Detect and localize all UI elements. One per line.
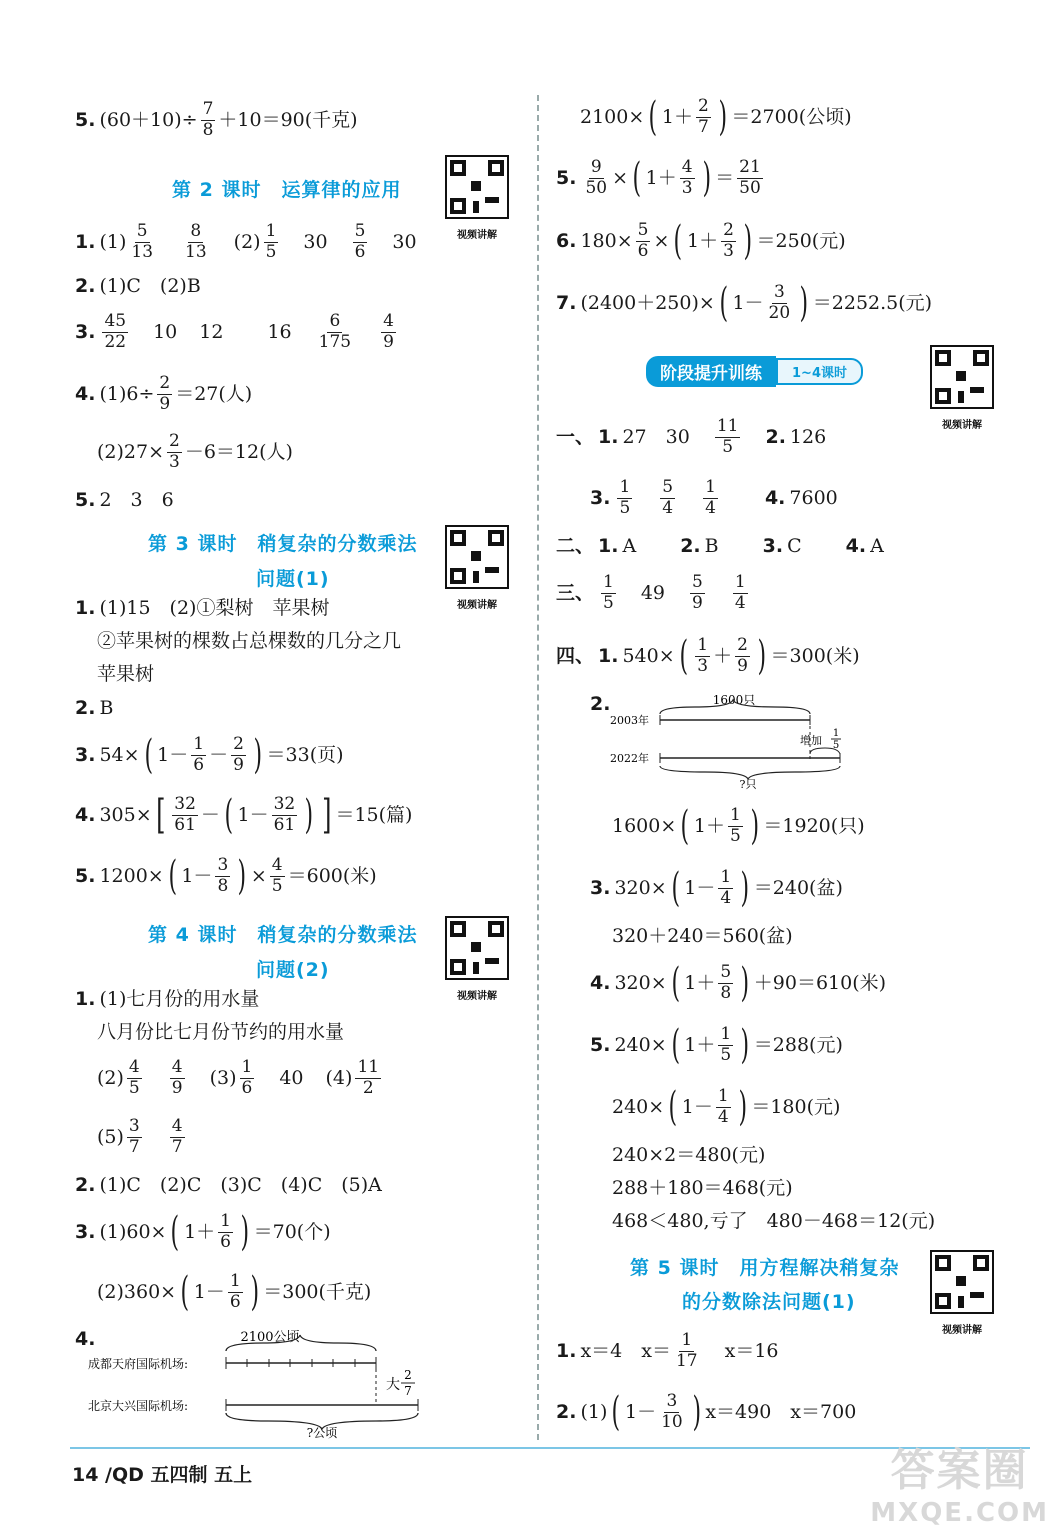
- svg-text:2: 2: [404, 1368, 412, 1382]
- fraction: $\frac{1}{6}$: [241, 1057, 253, 1098]
- answer-line: 4. 305× [ $\frac{32}{61}$ － ( 1－ $\frac{32}{61}$ ) ] ＝15(篇): [75, 792, 413, 839]
- diagram-label: 2100公顷: [240, 1330, 300, 1345]
- answer-line: 八月份比七月份节约的用水量: [97, 1021, 345, 1043]
- qr-label: 视频讲解: [457, 600, 497, 611]
- answer-line: 4. 320× ( 1＋ $\frac{5}{8}$ ) ＋90＝610(米): [590, 960, 887, 1007]
- answer-line: 1. (1)15 (2)①梨树 苹果树: [75, 597, 330, 619]
- answer-line: 2. (1)C (2)C (3)C (4)C (5)A: [75, 1174, 382, 1196]
- diagram-label: 成都天府国际机场:: [88, 1357, 189, 1371]
- lesson-title: 第 4 课时 稍复杂的分数乘法: [148, 924, 418, 946]
- answer-line: 1600× ( 1＋ $\frac{1}{5}$ ) ＝1920(只): [612, 803, 865, 850]
- fraction: $\frac{5}{6}$: [637, 220, 649, 261]
- answer-line: 二、 1. A 2. B 3. C 4. A: [556, 535, 884, 557]
- answer-line: 240× ( 1－ $\frac{1}{4}$ ) ＝180(元): [612, 1084, 841, 1131]
- answer-line: 5. 2 3 6: [75, 489, 174, 511]
- answer-line: (5) $\frac{3}{7}$ $\frac{4}{7}$: [97, 1116, 183, 1157]
- diagram-label: 增加: [800, 734, 822, 747]
- diagram-label: 1600只: [712, 693, 756, 707]
- fraction: $\frac{4}{9}$: [171, 1057, 183, 1098]
- qr-code[interactable]: [930, 345, 994, 409]
- fraction: $\frac{1}{4}$: [705, 477, 716, 518]
- fraction: $\frac{1}{5}$: [729, 805, 741, 846]
- fraction: $\frac{8}{13}$: [185, 221, 207, 262]
- answer-line: 3. (1)60× ( 1＋ $\frac{1}{6}$ ) ＝70(个): [75, 1209, 331, 1256]
- diagram-label: 2022年: [610, 752, 649, 765]
- fraction: $\frac{3}{20}$: [768, 282, 791, 323]
- answer-line: 3. $\frac{1}{5}$ $\frac{5}{4}$ $\frac{1}{4}$ 4. 7600: [590, 477, 838, 518]
- page-footer: 14 /QD 五四制 五上: [72, 1464, 253, 1486]
- answer-line: 7. (2400＋250)× ( 1－ $\frac{3}{20}$ ) ＝2252.5(元): [556, 280, 933, 327]
- fraction: $\frac{1}{5}$: [720, 1024, 732, 1065]
- fraction: $\frac{1}{17}$: [675, 1330, 698, 1371]
- answer-line: 2. B: [75, 697, 114, 719]
- qr-label: 视频讲解: [942, 1325, 982, 1336]
- fraction: $\frac{2}{3}$: [723, 220, 734, 261]
- answer-line: 1. (1) $\frac{5}{13}$ $\frac{8}{13}$ (2) $\frac{1}{5}$ 30 $\frac{5}{6}$ 30: [75, 221, 417, 262]
- answer-line: ②苹果树的棵数占总棵数的几分之几: [97, 630, 402, 652]
- fraction: $\frac{2}{7}$: [697, 96, 709, 137]
- answer-line: 5. 240× ( 1＋ $\frac{1}{5}$ ) ＝288(元): [590, 1022, 843, 1069]
- answer-line: 288＋180＝468(元): [612, 1177, 793, 1199]
- fraction: $\frac{1}{4}$: [720, 867, 732, 908]
- lesson-title: 的分数除法问题(1): [682, 1291, 856, 1313]
- fraction: $\frac{2}{9}$: [233, 734, 244, 775]
- answer-line: 5. (60＋10)÷ $\frac{7}{8}$ ＋10＝90(千克): [75, 99, 358, 140]
- answer-line: 1. (1)七月份的用水量: [75, 988, 260, 1010]
- svg-text:5: 5: [832, 740, 840, 751]
- fraction: $\frac{3}{7}$: [128, 1116, 140, 1157]
- fraction: $\frac{4}{5}$: [271, 855, 283, 896]
- qr-label: 视频讲解: [457, 230, 497, 241]
- fraction: $\frac{2}{9}$: [159, 373, 171, 414]
- fraction: $\frac{3}{8}$: [217, 855, 229, 896]
- fraction: $\frac{1}{3}$: [697, 635, 709, 676]
- answer-line: 240×2＝480(元): [612, 1144, 766, 1166]
- fraction: $\frac{9}{50}$: [585, 157, 608, 198]
- diagram-label: ?公顷: [306, 1426, 338, 1440]
- lesson-title: 第 3 课时 稍复杂的分数乘法: [148, 533, 418, 555]
- lesson-title: 第 5 课时 用方程解决稍复杂: [630, 1257, 900, 1279]
- stage-banner: 阶段提升训练 1~4课时: [646, 358, 863, 384]
- answer-line: 2.: [590, 693, 611, 715]
- lesson-title: 问题(2): [256, 959, 330, 981]
- answer-line: 苹果树: [97, 663, 155, 685]
- qr-label: 视频讲解: [457, 991, 497, 1002]
- qr-code[interactable]: [445, 155, 509, 219]
- fraction: $\frac{4}{7}$: [171, 1116, 183, 1157]
- qr-code[interactable]: [445, 525, 509, 589]
- fraction: $\frac{5}{4}$: [662, 477, 674, 518]
- fraction: $\frac{6}{175}$: [318, 311, 352, 352]
- svg-text:7: 7: [404, 1384, 412, 1398]
- answer-line: (2)360× ( 1－ $\frac{1}{6}$ ) ＝300(千克): [97, 1269, 372, 1316]
- qr-code[interactable]: [445, 916, 509, 980]
- svg-text:1: 1: [832, 728, 840, 739]
- fraction: $\frac{5}{8}$: [720, 962, 732, 1003]
- answer-line: 6. 180× $\frac{5}{6}$ × ( 1＋ $\frac{2}{3}$ ) ＝250(元): [556, 218, 846, 265]
- qr-code[interactable]: [930, 1250, 994, 1314]
- answer-line: 2. (1)C (2)B: [75, 275, 201, 297]
- fraction: $\frac{45}{22}$: [104, 311, 127, 352]
- fraction: $\frac{32}{61}$: [273, 794, 296, 835]
- lesson-title: 问题(1): [256, 568, 330, 590]
- answer-line: 5. $\frac{9}{50}$ × ( 1＋ $\frac{4}{3}$ ) ＝ $\frac{21}{50}$: [556, 155, 761, 202]
- answer-line: 四、 1. 540× ( $\frac{1}{3}$ ＋ $\frac{2}{9}$ ) ＝300(米): [556, 633, 860, 680]
- diagram-label: 2003年: [610, 714, 649, 727]
- fraction: $\frac{1}{5}$: [265, 221, 277, 262]
- lesson-title: 第 2 课时 运算律的应用: [172, 179, 402, 201]
- answer-line: 2100× ( 1＋ $\frac{2}{7}$ ) ＝2700(公顷): [580, 94, 852, 141]
- diagram-label: 北京大兴国际机场:: [88, 1399, 189, 1413]
- line-segment-diagram: [610, 690, 870, 790]
- fraction: $\frac{11}{5}$: [716, 416, 739, 457]
- answer-line: 三、 $\frac{1}{5}$ 49 $\frac{5}{9}$ $\frac{1}{4}$: [556, 572, 746, 613]
- qr-label: 视频讲解: [942, 420, 982, 431]
- fraction: $\frac{1}{4}$: [734, 572, 746, 613]
- column-divider: [537, 95, 539, 1440]
- fraction: $\frac{11}{2}$: [357, 1057, 380, 1098]
- answer-line: 一、 1. 27 30 $\frac{11}{5}$ 2. 126: [556, 416, 827, 457]
- answer-line: 468＜480,亏了 480－468＝12(元): [612, 1210, 936, 1232]
- fraction: $\frac{1}{6}$: [193, 734, 205, 775]
- fraction: $\frac{21}{50}$: [739, 157, 761, 198]
- watermark: 答案圈 MXQE.COM: [870, 1445, 1049, 1528]
- answer-line: (2)27× $\frac{2}{3}$ －6＝12(人): [97, 431, 293, 472]
- fraction: $\frac{2}{9}$: [737, 635, 748, 676]
- fraction: $\frac{5}{9}$: [692, 572, 703, 613]
- fraction: $\frac{3}{10}$: [661, 1391, 683, 1432]
- answer-line: 3. 54× ( 1－ $\frac{1}{6}$ － $\frac{2}{9}$ ) ＝33(页): [75, 732, 344, 779]
- answer-line: 2. (1) ( 1－ $\frac{3}{10}$ ) x＝490 x＝700: [556, 1389, 857, 1436]
- answer-line: 4.: [75, 1328, 96, 1350]
- fraction: $\frac{5}{6}$: [354, 221, 366, 262]
- fraction: $\frac{1}{4}$: [717, 1086, 729, 1127]
- answer-line: 1. x＝4 x＝ $\frac{1}{17}$ x＝16: [556, 1330, 779, 1371]
- fraction: $\frac{1}{5}$: [603, 572, 614, 613]
- answer-line: 3. 320× ( 1－ $\frac{1}{4}$ ) ＝240(盆): [590, 865, 843, 912]
- fraction: $\frac{1}{6}$: [229, 1271, 241, 1312]
- fraction: $\frac{7}{8}$: [202, 99, 214, 140]
- answer-line: 3. $\frac{45}{22}$ 10 12 16 $\frac{6}{175}$ $\frac{4}{9}$: [75, 311, 394, 352]
- diagram-label: 大: [386, 1377, 400, 1393]
- answer-line: 4. (1)6÷ $\frac{2}{9}$ ＝27(人): [75, 373, 253, 414]
- answer-line: 320＋240＝560(盆): [612, 925, 793, 947]
- answer-line: 5. 1200× ( 1－ $\frac{3}{8}$ ) × $\frac{4}{5}$ ＝600(米): [75, 853, 377, 900]
- diagram-label: ?只: [739, 778, 757, 790]
- fraction: $\frac{2}{3}$: [169, 431, 180, 472]
- line-segment-diagram: [88, 1325, 428, 1440]
- fraction: $\frac{4}{9}$: [383, 311, 394, 352]
- fraction: $\frac{1}{5}$: [619, 477, 631, 518]
- fraction: $\frac{4}{3}$: [681, 157, 693, 198]
- answer-line: (2) $\frac{4}{5}$ $\frac{4}{9}$ (3) $\frac{1}{6}$ 40 (4) $\frac{11}{2}$: [97, 1057, 380, 1098]
- fraction: $\frac{32}{61}$: [174, 794, 196, 835]
- fraction: $\frac{1}{6}$: [220, 1211, 231, 1252]
- fraction: $\frac{4}{5}$: [128, 1057, 140, 1098]
- fraction: $\frac{5}{13}$: [131, 221, 154, 262]
